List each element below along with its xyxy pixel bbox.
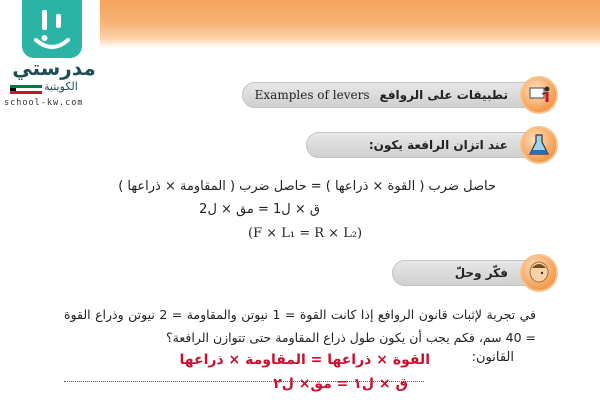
kuwait-flag-icon <box>10 85 42 94</box>
section-title-ar: فكّر وحلّ <box>454 266 508 280</box>
header-band <box>100 0 600 48</box>
logo-subtitle: الكويتية <box>44 80 78 93</box>
logo-title: مدرستي <box>12 56 96 80</box>
section-title-ar: تطبيقات على الروافع <box>379 88 508 102</box>
equation-statement: حاصل ضرب ( القوة × ذراعها ) = حاصل ضرب ( المقاومة × ذراعها ) <box>118 179 496 194</box>
logo-mark <box>22 0 82 58</box>
section-header-levers <box>242 82 542 108</box>
problem-text: في تجربة لإثبات قانون الروافع إذا كانت القوة = 1 نيوتن والمقاومة = 2 نيوتن وذراع القوة = 40 سم، فكم يجب أن يكون طول ذراع المقاومة حتى تتوازن الرافعة؟ <box>64 307 537 345</box>
thinker-icon <box>520 254 558 292</box>
law-label: القانون: <box>471 350 514 365</box>
flask-icon <box>520 126 558 164</box>
logo-url: school-kw.com <box>4 98 84 108</box>
equation-english: (F × L₁ = R × L₂) <box>248 226 363 241</box>
section-header-equilibrium <box>306 132 542 158</box>
logo[interactable] <box>0 0 110 110</box>
law-line-1: القوة × ذراعها = المقاومة × ذراعها <box>179 352 430 368</box>
section-title-en: Examples of levers <box>254 88 370 102</box>
answer-dotted-line <box>64 381 424 382</box>
law-line-2: ق × ل١ = مق× ل٢ <box>273 376 408 392</box>
equation-arabic: ق × ل1 = مق × ل2 <box>199 202 320 217</box>
lever-icon <box>520 76 558 114</box>
section-title-ar: عند اتزان الرافعة يكون: <box>368 138 508 152</box>
